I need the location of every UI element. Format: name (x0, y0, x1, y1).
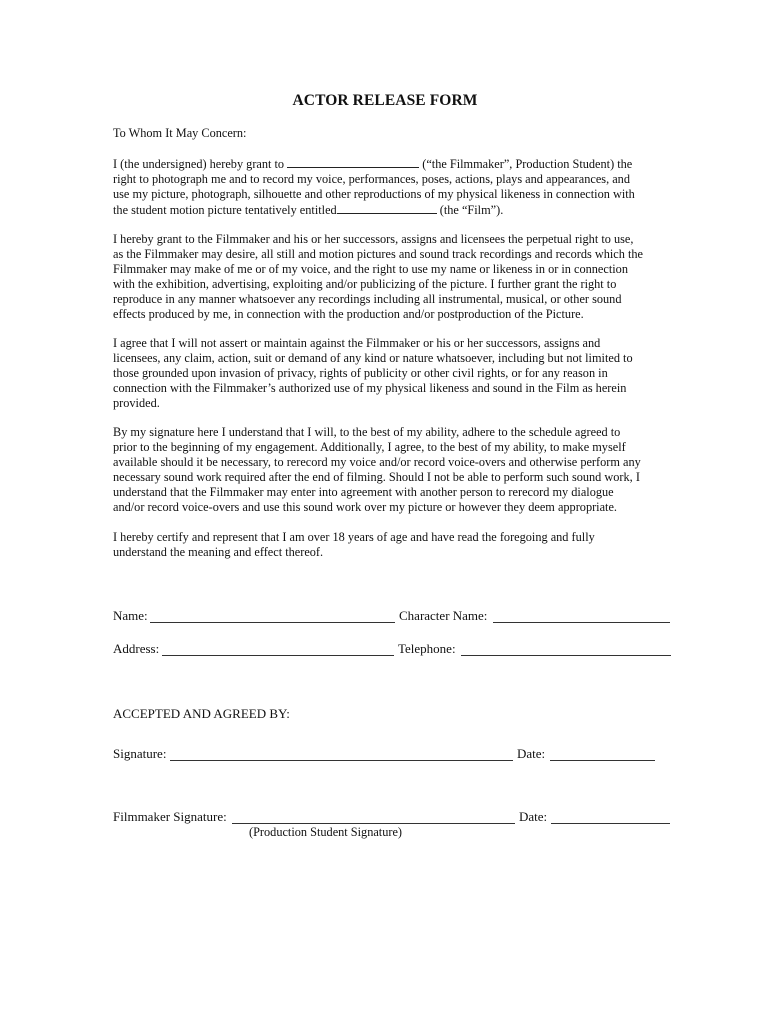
paragraph-line: with the exhibition, advertising, exploiting and/or publicizing of the picture. I further grant the right to (113, 277, 617, 291)
paragraph-line: prior to the beginning of my engagement. Additionally, I agree, to the best of my ability, to make myself (113, 440, 626, 454)
paragraph-certify (113, 530, 673, 560)
address-label: Address: (113, 641, 160, 656)
name-label: Name: (113, 608, 148, 623)
paragraph-line: I (the undersigned) hereby grant to (“the Filmmaker”, Production Student) the (113, 157, 633, 171)
filmmaker-signature-label: Filmmaker Signature: (113, 809, 227, 824)
date-field[interactable] (550, 760, 655, 761)
paragraph-rights (113, 232, 673, 322)
filmmaker-signature-field[interactable] (232, 823, 515, 824)
paragraph-line: reproduce in any manner whatsoever any recordings including all instrumental, musical, or other sound (113, 292, 622, 306)
paragraph-line: use my picture, photograph, silhouette and other reproductions of my physical likeness in connection with (113, 187, 635, 201)
paragraph-line: connection with the Filmmaker’s authorized use of my physical likeness and sound in the Film as herein (113, 381, 627, 395)
signature-label: Signature: (113, 746, 167, 761)
accepted-heading: ACCEPTED AND AGREED BY: (113, 706, 290, 721)
paragraph-line: right to photograph me and to record my voice, performances, poses, actions, plays and appearances, and (113, 172, 630, 186)
production-student-note: (Production Student Signature) (249, 825, 403, 839)
paragraph-line: I hereby grant to the Filmmaker and his or her successors, assigns and licensees the perpetual right to use, (113, 232, 634, 246)
paragraph-schedule (113, 425, 673, 515)
form-title: ACTOR RELEASE FORM (292, 92, 478, 109)
date-label: Date: (517, 746, 546, 761)
character-name-label: Character Name: (399, 608, 488, 623)
paragraph-line: as the Filmmaker may desire, all still and motion pictures and sound track recordings and records which the (113, 247, 643, 261)
greeting: To Whom It May Concern: (113, 126, 247, 140)
filmmaker-date-label: Date: (519, 809, 548, 824)
paragraph-line: I hereby certify and represent that I am over 18 years of age and have read the foregoing and fully (113, 530, 595, 544)
address-field[interactable] (162, 655, 394, 656)
character-name-field[interactable] (493, 622, 670, 623)
paragraph-line: the student motion picture tentatively entitled (the “Film”). (113, 203, 504, 217)
paragraph-line: I agree that I will not assert or maintain against the Filmmaker or his or her successors, assigns and (113, 336, 601, 350)
paragraph-line: necessary sound work required after the end of filming. Should I not be able to perform such sound work, I (113, 470, 640, 484)
paragraph-line: licensees, any claim, action, suit or demand of any kind or nature whatsoever, including but not limited to (113, 351, 633, 365)
paragraph-waiver (113, 336, 673, 411)
paragraph-line: understand the meaning and effect thereof. (113, 545, 324, 559)
filmmaker-date-field[interactable] (551, 823, 670, 824)
telephone-label: Telephone: (398, 641, 456, 656)
paragraph-line: available should it be necessary, to rerecord my voice and/or record voice-overs and otherwise perform any (113, 455, 641, 469)
paragraph-line: and/or record voice-overs and use this sound work over my picture or however they deem appropriate. (113, 500, 618, 514)
paragraph-grant (113, 156, 673, 218)
paragraph-line: By my signature here I understand that I will, to the best of my ability, adhere to the schedule agreed to (113, 425, 621, 439)
signature-field[interactable] (170, 760, 513, 761)
paragraph-line: understand that the Filmmaker may enter into agreement with another person to rerecord my dialogue (113, 485, 614, 499)
grantee-blank[interactable] (287, 156, 419, 168)
paragraph-line: effects produced by me, in connection with the production and/or postproduction of the Picture. (113, 307, 584, 321)
paragraph-line: those grounded upon invasion of privacy, rights of publicity or other civil rights, or for any reason in (113, 366, 608, 380)
telephone-field[interactable] (461, 655, 671, 656)
paragraph-line: Filmmaker may make of me or of my voice, and the right to use my name or likeness in or in connection (113, 262, 628, 276)
paragraph-line: provided. (113, 396, 160, 410)
name-field[interactable] (150, 622, 395, 623)
film-title-blank[interactable] (337, 202, 437, 214)
